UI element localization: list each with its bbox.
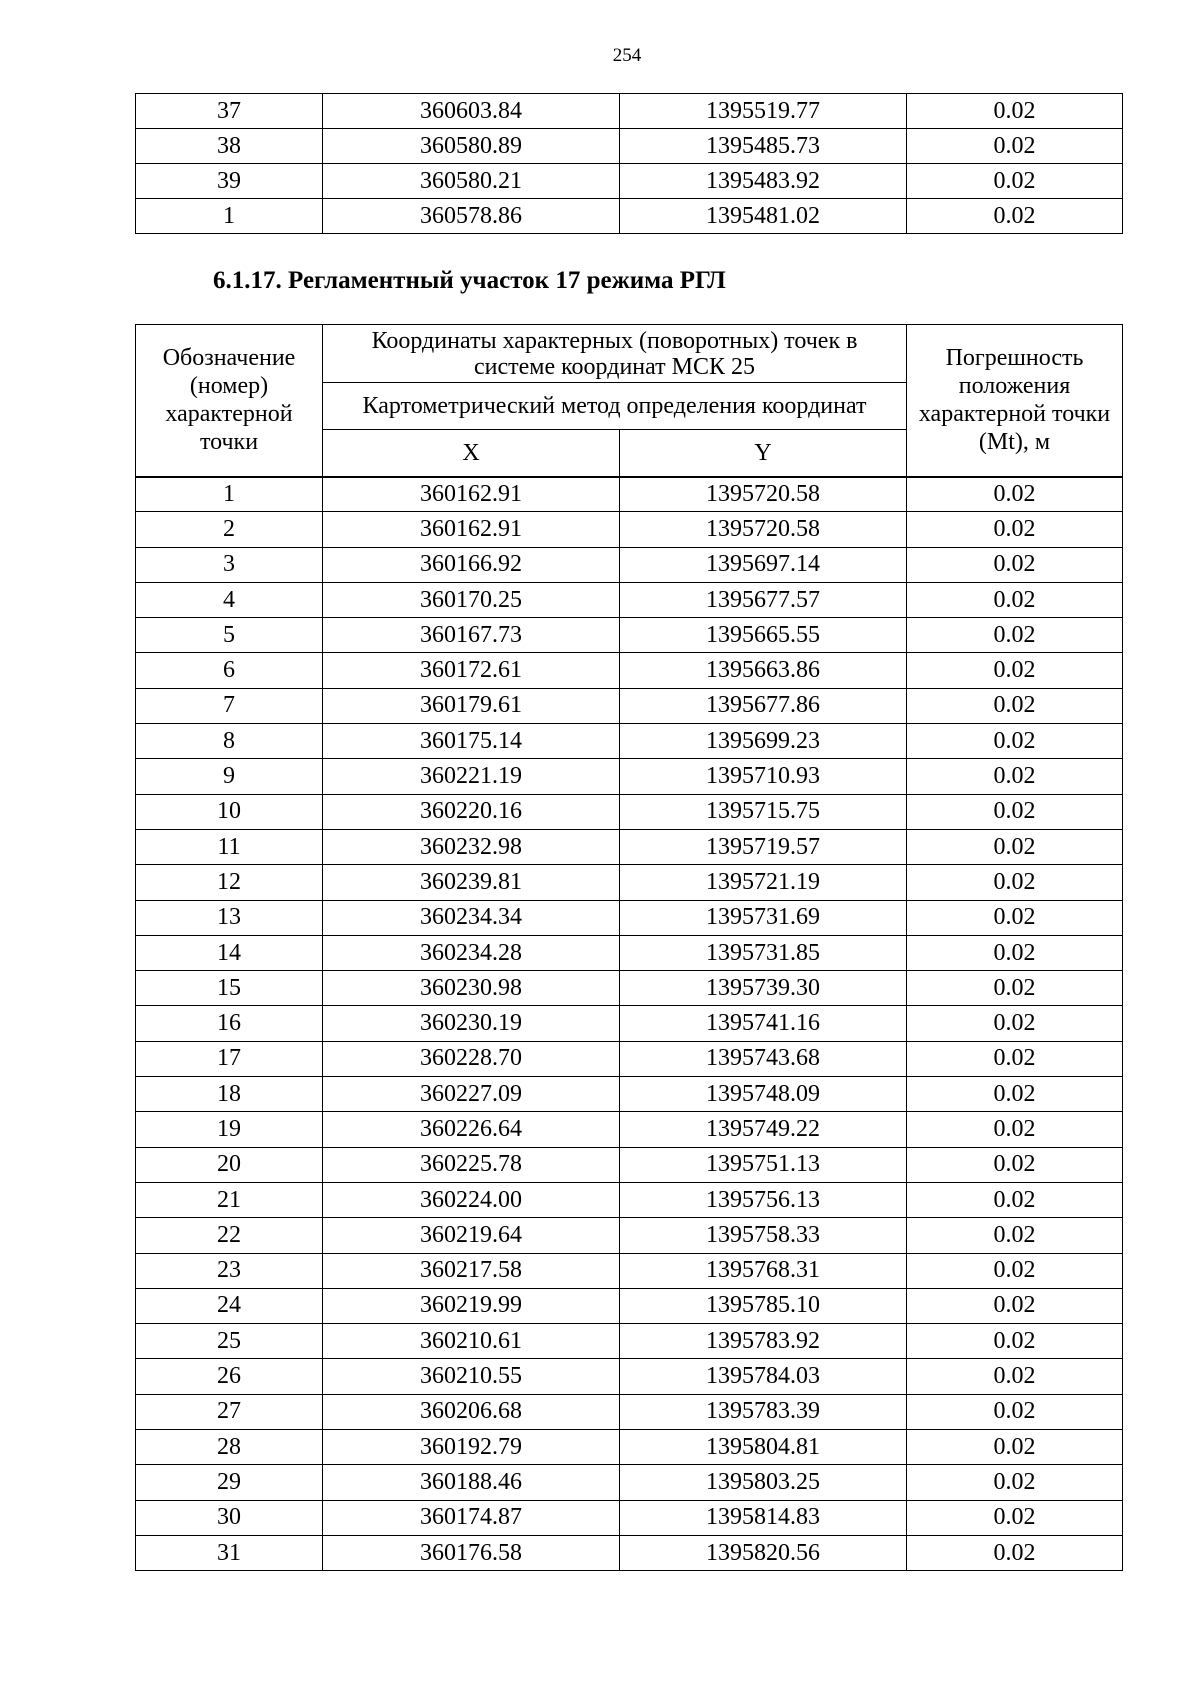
y-coordinate-cell: 1395768.31 [620,1253,907,1288]
position-error-cell: 0.02 [907,164,1123,199]
y-coordinate-cell: 1395719.57 [620,829,907,864]
point-number-cell: 18 [136,1077,323,1112]
x-coordinate-cell: 360192.79 [323,1430,620,1465]
x-coordinate-cell: 360167.73 [323,618,620,653]
x-coordinate-cell: 360234.28 [323,935,620,970]
y-coordinate-cell: 1395699.23 [620,724,907,759]
table-row [136,1324,1123,1359]
x-coordinate-cell: 360230.98 [323,971,620,1006]
position-error-cell: 0.02 [907,94,1123,129]
point-number-cell: 19 [136,1112,323,1147]
position-error-cell: 0.02 [907,1500,1123,1535]
position-error-cell: 0.02 [907,1147,1123,1182]
position-error-cell: 0.02 [907,1288,1123,1323]
position-error-cell: 0.02 [907,582,1123,617]
y-coordinate-cell: 1395804.81 [620,1430,907,1465]
point-number-cell: 13 [136,900,323,935]
point-number-cell: 20 [136,1147,323,1182]
table-row [136,512,1123,547]
y-coordinate-cell: 1395715.75 [620,794,907,829]
x-coordinate-cell: 360227.09 [323,1077,620,1112]
coordinate-system-header [323,325,907,383]
x-coordinate-cell: 360175.14 [323,724,620,759]
x-coordinate-cell: 360221.19 [323,759,620,794]
x-coordinate-cell: 360188.46 [323,1465,620,1500]
x-column-header: X [323,430,620,477]
x-coordinate-cell: 360162.91 [323,512,620,547]
y-coordinate-cell: 1395749.22 [620,1112,907,1147]
y-coordinate-cell: 1395756.13 [620,1182,907,1217]
position-error-cell: 0.02 [907,724,1123,759]
header-line: Погрешность [945,345,1084,372]
continued-coordinates-table [135,93,1123,234]
y-coordinate-cell: 1395697.14 [620,547,907,582]
point-number-cell: 10 [136,794,323,829]
point-number-cell: 22 [136,1218,323,1253]
point-number-cell: 1 [136,199,323,234]
x-coordinate-cell: 360176.58 [323,1535,620,1570]
position-error-cell: 0.02 [907,199,1123,234]
header-line: характерной точки [918,401,1111,428]
table-row [136,829,1123,864]
point-number-cell: 37 [136,94,323,129]
table-row [136,1147,1123,1182]
table-row [136,1359,1123,1394]
table-row [136,94,1123,129]
table-row [136,1218,1123,1253]
table-row [136,547,1123,582]
y-coordinate-cell: 1395519.77 [620,94,907,129]
table-row [136,1006,1123,1041]
y-coordinate-cell: 1395803.25 [620,1465,907,1500]
point-number-cell: 28 [136,1430,323,1465]
position-error-cell: 0.02 [907,900,1123,935]
position-error-cell: 0.02 [907,512,1123,547]
position-error-cell: 0.02 [907,829,1123,864]
point-number-cell: 4 [136,582,323,617]
point-number-cell: 31 [136,1535,323,1570]
point-number-cell: 39 [136,164,323,199]
y-coordinate-cell: 1395814.83 [620,1500,907,1535]
header-line: положения [958,373,1071,400]
point-designation-header [136,325,323,477]
point-number-cell: 29 [136,1465,323,1500]
y-coordinate-cell: 1395751.13 [620,1147,907,1182]
x-coordinate-cell: 360234.34 [323,900,620,935]
position-error-cell: 0.02 [907,1077,1123,1112]
table-row [136,1253,1123,1288]
point-number-cell: 16 [136,1006,323,1041]
y-coordinate-cell: 1395663.86 [620,653,907,688]
y-coordinate-cell: 1395677.57 [620,582,907,617]
x-coordinate-cell: 360179.61 [323,688,620,723]
y-coordinate-cell: 1395485.73 [620,129,907,164]
x-coordinate-cell: 360580.89 [323,129,620,164]
continued-table-body [136,94,1123,234]
point-number-cell: 24 [136,1288,323,1323]
table-row [136,1077,1123,1112]
table-row [136,1500,1123,1535]
point-number-cell: 15 [136,971,323,1006]
y-coordinate-cell: 1395784.03 [620,1359,907,1394]
point-number-cell: 17 [136,1041,323,1076]
point-number-cell: 26 [136,1359,323,1394]
header-line: точки [199,429,259,456]
y-coordinate-cell: 1395731.85 [620,935,907,970]
point-number-cell: 6 [136,653,323,688]
x-coordinate-cell: 360226.64 [323,1112,620,1147]
x-coordinate-cell: 360232.98 [323,829,620,864]
point-number-cell: 21 [136,1182,323,1217]
page-number: 254 [612,45,642,66]
point-number-cell: 38 [136,129,323,164]
table-row [136,1465,1123,1500]
method-header: Картометрический метод определения координат [323,383,907,430]
table-row [136,724,1123,759]
position-error-cell: 0.02 [907,653,1123,688]
x-coordinate-cell: 360220.16 [323,794,620,829]
table-row [136,1182,1123,1217]
y-coordinate-cell: 1395710.93 [620,759,907,794]
position-error-cell: 0.02 [907,865,1123,900]
point-number-cell: 14 [136,935,323,970]
table-row [136,477,1123,512]
coordinates-table [135,324,1123,1571]
x-coordinate-cell: 360170.25 [323,582,620,617]
table-row [136,1394,1123,1429]
table-row [136,1430,1123,1465]
position-error-header [907,325,1123,477]
point-number-cell: 27 [136,1394,323,1429]
table-row [136,1041,1123,1076]
table-row [136,865,1123,900]
table-row [136,129,1123,164]
y-coordinate-cell: 1395720.58 [620,512,907,547]
section-heading: 6.1.17. Регламентный участок 17 режима РГЛ [213,267,726,294]
table-body [136,477,1123,1571]
table-row [136,618,1123,653]
position-error-cell: 0.02 [907,1465,1123,1500]
position-error-cell: 0.02 [907,759,1123,794]
y-coordinate-cell: 1395483.92 [620,164,907,199]
position-error-cell: 0.02 [907,1112,1123,1147]
position-error-cell: 0.02 [907,129,1123,164]
point-number-cell: 3 [136,547,323,582]
x-coordinate-cell: 360230.19 [323,1006,620,1041]
y-coordinate-cell: 1395721.19 [620,865,907,900]
x-coordinate-cell: 360228.70 [323,1041,620,1076]
x-coordinate-cell: 360206.68 [323,1394,620,1429]
x-coordinate-cell: 360580.21 [323,164,620,199]
position-error-cell: 0.02 [907,794,1123,829]
position-error-cell: 0.02 [907,1218,1123,1253]
position-error-cell: 0.02 [907,477,1123,512]
y-coordinate-cell: 1395743.68 [620,1041,907,1076]
position-error-cell: 0.02 [907,1430,1123,1465]
point-number-cell: 11 [136,829,323,864]
table-row [136,935,1123,970]
x-coordinate-cell: 360210.61 [323,1324,620,1359]
position-error-cell: 0.02 [907,1324,1123,1359]
table-row [136,794,1123,829]
x-coordinate-cell: 360603.84 [323,94,620,129]
x-coordinate-cell: 360219.64 [323,1218,620,1253]
x-coordinate-cell: 360224.00 [323,1182,620,1217]
y-column-header: Y [620,430,907,477]
point-number-cell: 1 [136,477,323,512]
position-error-cell: 0.02 [907,1041,1123,1076]
position-error-cell: 0.02 [907,1006,1123,1041]
table-row [136,199,1123,234]
header-line: характерной [165,401,293,428]
point-number-cell: 7 [136,688,323,723]
position-error-cell: 0.02 [907,618,1123,653]
x-coordinate-cell: 360166.92 [323,547,620,582]
x-coordinate-cell: 360239.81 [323,865,620,900]
header-line: Обозначение [162,345,296,372]
position-error-cell: 0.02 [907,1394,1123,1429]
y-coordinate-cell: 1395677.86 [620,688,907,723]
table-row [136,971,1123,1006]
x-coordinate-cell: 360225.78 [323,1147,620,1182]
position-error-cell: 0.02 [907,1182,1123,1217]
position-error-cell: 0.02 [907,688,1123,723]
x-coordinate-cell: 360217.58 [323,1253,620,1288]
x-coordinate-cell: 360162.91 [323,477,620,512]
table-header [136,325,1123,477]
x-coordinate-cell: 360172.61 [323,653,620,688]
x-coordinate-cell: 360174.87 [323,1500,620,1535]
header-line: системе координат МСК 25 [473,353,756,380]
point-number-cell: 9 [136,759,323,794]
position-error-cell: 0.02 [907,935,1123,970]
header-line: (Mt), м [978,429,1051,456]
y-coordinate-cell: 1395785.10 [620,1288,907,1323]
table-row [136,1535,1123,1570]
point-number-cell: 2 [136,512,323,547]
header-line: (номер) [189,373,269,400]
table-row [136,582,1123,617]
point-number-cell: 8 [136,724,323,759]
position-error-cell: 0.02 [907,1535,1123,1570]
position-error-cell: 0.02 [907,547,1123,582]
y-coordinate-cell: 1395820.56 [620,1535,907,1570]
table-row [136,653,1123,688]
header-row [136,325,1123,383]
y-coordinate-cell: 1395665.55 [620,618,907,653]
y-coordinate-cell: 1395739.30 [620,971,907,1006]
x-coordinate-cell: 360219.99 [323,1288,620,1323]
table-row [136,759,1123,794]
table-row [136,1288,1123,1323]
position-error-cell: 0.02 [907,1359,1123,1394]
y-coordinate-cell: 1395758.33 [620,1218,907,1253]
x-coordinate-cell: 360578.86 [323,199,620,234]
y-coordinate-cell: 1395748.09 [620,1077,907,1112]
table-row [136,1112,1123,1147]
y-coordinate-cell: 1395481.02 [620,199,907,234]
position-error-cell: 0.02 [907,1253,1123,1288]
y-coordinate-cell: 1395783.39 [620,1394,907,1429]
point-number-cell: 23 [136,1253,323,1288]
point-number-cell: 5 [136,618,323,653]
y-coordinate-cell: 1395731.69 [620,900,907,935]
table-row [136,688,1123,723]
x-coordinate-cell: 360210.55 [323,1359,620,1394]
y-coordinate-cell: 1395783.92 [620,1324,907,1359]
y-coordinate-cell: 1395720.58 [620,477,907,512]
header-line: Координаты характерных (поворотных) точек в [371,327,858,354]
point-number-cell: 30 [136,1500,323,1535]
table-row [136,900,1123,935]
table-row [136,164,1123,199]
position-error-cell: 0.02 [907,971,1123,1006]
point-number-cell: 12 [136,865,323,900]
y-coordinate-cell: 1395741.16 [620,1006,907,1041]
point-number-cell: 25 [136,1324,323,1359]
